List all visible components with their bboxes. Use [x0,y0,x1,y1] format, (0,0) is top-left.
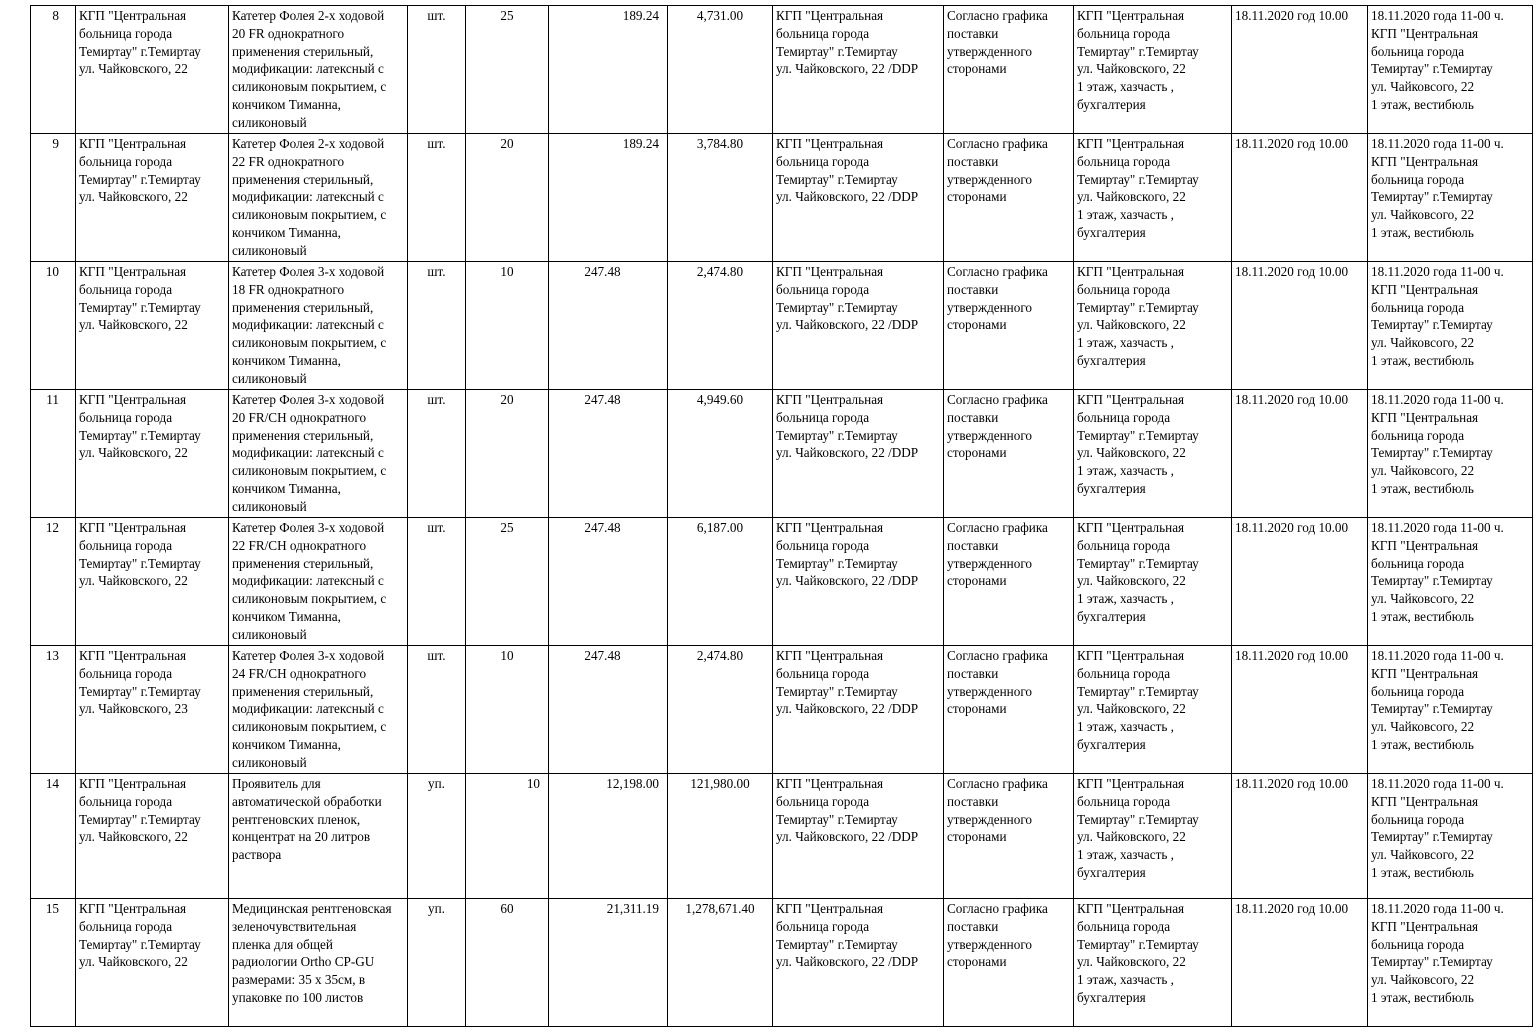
unit-cell: шт. [408,390,466,518]
row-number: 12 [31,518,76,646]
unit-cell: уп. [408,774,466,899]
opening-cell: 18.11.2020 года 11-00 ч. КГП "Центральная больница города Темиртау" г.Темиртау ул. Чайковсого, 22 1 этаж, вестибюль [1368,262,1533,390]
table-row [31,134,1533,262]
delivery-term-cell: Согласно графика поставки утвержденного сторонами [944,262,1074,390]
row-number: 9 [31,134,76,262]
opening-cell: 18.11.2020 года 11-00 ч. КГП "Центральная больница города Темиртау" г.Темиртау ул. Чайковсого, 22 1 этаж, вестибюль [1368,390,1533,518]
table-row [31,646,1533,774]
quantity-cell: 10 [466,774,549,899]
opening-cell: 18.11.2020 года 11-00 ч. КГП "Центральная больница города Темиртау" г.Темиртау ул. Чайковсого, 22 1 этаж, вестибюль [1368,774,1533,899]
customer-cell: КГП "Центральная больница города Темиртау" г.Темиртау ул. Чайковского, 22 [76,899,229,1027]
item-description: Медицинская рентгеновская зеленочувствительная пленка для общей радиологии Ortho CP-GU размерами: 35 х 35см, в упаковке по 100 листов [229,899,408,1027]
unit-price-cell: 189.24 [549,6,668,134]
document-submission-place-cell: КГП "Центральная больница города Темиртау" г.Темиртау ул. Чайковского, 22 1 этаж, хазчасть , бухгалтерия [1074,646,1232,774]
row-number: 11 [31,390,76,518]
document-submission-place-cell: КГП "Центральная больница города Темиртау" г.Темиртау ул. Чайковского, 22 1 этаж, хазчасть , бухгалтерия [1074,899,1232,1027]
customer-cell: КГП "Центральная больница города Темиртау" г.Темиртау ул. Чайковского, 22 [76,518,229,646]
unit-cell: шт. [408,262,466,390]
unit-cell: шт. [408,134,466,262]
customer-cell: КГП "Центральная больница города Темиртау" г.Темиртау ул. Чайковского, 22 [76,6,229,134]
item-description: Катетер Фолея 3-х ходовой 24 FR/CH однократного применения стерильный, модификации: латексный с силиконовым покрытием, с кончиком Тиманна, силиконовый [229,646,408,774]
unit-price-cell: 21,311.19 [549,899,668,1027]
quantity-cell: 10 [466,262,549,390]
unit-cell: шт. [408,518,466,646]
customer-cell: КГП "Центральная больница города Темиртау" г.Темиртау ул. Чайковского, 23 [76,646,229,774]
total-amount-cell: 6,187.00 [668,518,773,646]
deadline-cell: 18.11.2020 год 10.00 [1232,6,1368,134]
delivery-term-cell: Согласно графика поставки утвержденного сторонами [944,518,1074,646]
delivery-place-cell: КГП "Центральная больница города Темиртау" г.Темиртау ул. Чайковского, 22 /DDP [773,774,944,899]
unit-cell: шт. [408,646,466,774]
opening-cell: 18.11.2020 года 11-00 ч. КГП "Центральная больница города Темиртау" г.Темиртау ул. Чайковсого, 22 1 этаж, вестибюль [1368,646,1533,774]
document-submission-place-cell: КГП "Центральная больница города Темиртау" г.Темиртау ул. Чайковского, 22 1 этаж, хазчасть , бухгалтерия [1074,134,1232,262]
unit-cell: уп. [408,899,466,1027]
total-amount-cell: 4,949.60 [668,390,773,518]
quantity-cell: 20 [466,134,549,262]
document-submission-place-cell: КГП "Центральная больница города Темиртау" г.Темиртау ул. Чайковского, 22 1 этаж, хазчасть , бухгалтерия [1074,774,1232,899]
unit-price-cell: 247.48 [549,518,668,646]
unit-price-cell: 12,198.00 [549,774,668,899]
customer-cell: КГП "Центральная больница города Темиртау" г.Темиртау ул. Чайковского, 22 [76,774,229,899]
item-description: Катетер Фолея 2-х ходовой 20 FR однократного применения стерильный, модификации: латексный с силиконовым покрытием, с кончиком Тиманна, силиконовый [229,6,408,134]
row-number: 10 [31,262,76,390]
total-amount-cell: 4,731.00 [668,6,773,134]
unit-price-cell: 247.48 [549,262,668,390]
document-submission-place-cell: КГП "Центральная больница города Темиртау" г.Темиртау ул. Чайковского, 22 1 этаж, хазчасть , бухгалтерия [1074,518,1232,646]
quantity-cell: 20 [466,390,549,518]
delivery-place-cell: КГП "Центральная больница города Темиртау" г.Темиртау ул. Чайковского, 22 /DDP [773,899,944,1027]
item-description: Катетер Фолея 3-х ходовой 20 FR/CH однократного применения стерильный, модификации: латексный с силиконовым покрытием, с кончиком Тиманна, силиконовый [229,390,408,518]
delivery-place-cell: КГП "Центральная больница города Темиртау" г.Темиртау ул. Чайковского, 22 /DDP [773,646,944,774]
total-amount-cell: 2,474.80 [668,646,773,774]
total-amount-cell: 121,980.00 [668,774,773,899]
quantity-cell: 25 [466,6,549,134]
deadline-cell: 18.11.2020 год 10.00 [1232,899,1368,1027]
item-description: Катетер Фолея 3-х ходовой 22 FR/CH однократного применения стерильный, модификации: латексный с силиконовым покрытием, с кончиком Тиманна, силиконовый [229,518,408,646]
procurement-table [30,5,1533,1027]
delivery-place-cell: КГП "Центральная больница города Темиртау" г.Темиртау ул. Чайковского, 22 /DDP [773,518,944,646]
document-submission-place-cell: КГП "Центральная больница города Темиртау" г.Темиртау ул. Чайковского, 22 1 этаж, хазчасть , бухгалтерия [1074,390,1232,518]
table-row [31,262,1533,390]
unit-cell: шт. [408,6,466,134]
quantity-cell: 10 [466,646,549,774]
row-number: 14 [31,774,76,899]
total-amount-cell: 1,278,671.40 [668,899,773,1027]
item-description: Катетер Фолея 2-х ходовой 22 FR однократного применения стерильный, модификации: латексный с силиконовым покрытием, с кончиком Тиманна, силиконовый [229,134,408,262]
row-number: 13 [31,646,76,774]
delivery-place-cell: КГП "Центральная больница города Темиртау" г.Темиртау ул. Чайковского, 22 /DDP [773,6,944,134]
table-row [31,518,1533,646]
opening-cell: 18.11.2020 года 11-00 ч. КГП "Центральная больница города Темиртау" г.Темиртау ул. Чайковсого, 22 1 этаж, вестибюль [1368,134,1533,262]
deadline-cell: 18.11.2020 год 10.00 [1232,390,1368,518]
opening-cell: 18.11.2020 года 11-00 ч. КГП "Центральная больница города Темиртау" г.Темиртау ул. Чайковсого, 22 1 этаж, вестибюль [1368,6,1533,134]
customer-cell: КГП "Центральная больница города Темиртау" г.Темиртау ул. Чайковского, 22 [76,390,229,518]
delivery-term-cell: Согласно графика поставки утвержденного сторонами [944,646,1074,774]
deadline-cell: 18.11.2020 год 10.00 [1232,262,1368,390]
quantity-cell: 60 [466,899,549,1027]
opening-cell: 18.11.2020 года 11-00 ч. КГП "Центральная больница города Темиртау" г.Темиртау ул. Чайковсого, 22 1 этаж, вестибюль [1368,518,1533,646]
unit-price-cell: 247.48 [549,646,668,774]
delivery-place-cell: КГП "Центральная больница города Темиртау" г.Темиртау ул. Чайковского, 22 /DDP [773,262,944,390]
table-row [31,774,1533,899]
delivery-term-cell: Согласно графика поставки утвержденного сторонами [944,6,1074,134]
item-description: Проявитель для автоматической обработки рентгеновских пленок, концентрат на 20 литров раствора [229,774,408,899]
table-row [31,390,1533,518]
document-submission-place-cell: КГП "Центральная больница города Темиртау" г.Темиртау ул. Чайковского, 22 1 этаж, хазчасть , бухгалтерия [1074,262,1232,390]
delivery-term-cell: Согласно графика поставки утвержденного сторонами [944,134,1074,262]
delivery-place-cell: КГП "Центральная больница города Темиртау" г.Темиртау ул. Чайковского, 22 /DDP [773,134,944,262]
unit-price-cell: 247.48 [549,390,668,518]
deadline-cell: 18.11.2020 год 10.00 [1232,518,1368,646]
deadline-cell: 18.11.2020 год 10.00 [1232,774,1368,899]
table-row [31,6,1533,134]
quantity-cell: 25 [466,518,549,646]
row-number: 8 [31,6,76,134]
opening-cell: 18.11.2020 года 11-00 ч. КГП "Центральная больница города Темиртау" г.Темиртау ул. Чайковсого, 22 1 этаж, вестибюль [1368,899,1533,1027]
customer-cell: КГП "Центральная больница города Темиртау" г.Темиртау ул. Чайковского, 22 [76,262,229,390]
total-amount-cell: 3,784.80 [668,134,773,262]
deadline-cell: 18.11.2020 год 10.00 [1232,646,1368,774]
row-number: 15 [31,899,76,1027]
customer-cell: КГП "Центральная больница города Темиртау" г.Темиртау ул. Чайковского, 22 [76,134,229,262]
document-submission-place-cell: КГП "Центральная больница города Темиртау" г.Темиртау ул. Чайковского, 22 1 этаж, хазчасть , бухгалтерия [1074,6,1232,134]
unit-price-cell: 189.24 [549,134,668,262]
table-row [31,899,1533,1027]
delivery-term-cell: Согласно графика поставки утвержденного сторонами [944,390,1074,518]
delivery-term-cell: Согласно графика поставки утвержденного сторонами [944,774,1074,899]
item-description: Катетер Фолея 3-х ходовой 18 FR однократного применения стерильный, модификации: латексный с силиконовым покрытием, с кончиком Тиманна, силиконовый [229,262,408,390]
total-amount-cell: 2,474.80 [668,262,773,390]
delivery-place-cell: КГП "Центральная больница города Темиртау" г.Темиртау ул. Чайковского, 22 /DDP [773,390,944,518]
delivery-term-cell: Согласно графика поставки утвержденного сторонами [944,899,1074,1027]
deadline-cell: 18.11.2020 год 10.00 [1232,134,1368,262]
